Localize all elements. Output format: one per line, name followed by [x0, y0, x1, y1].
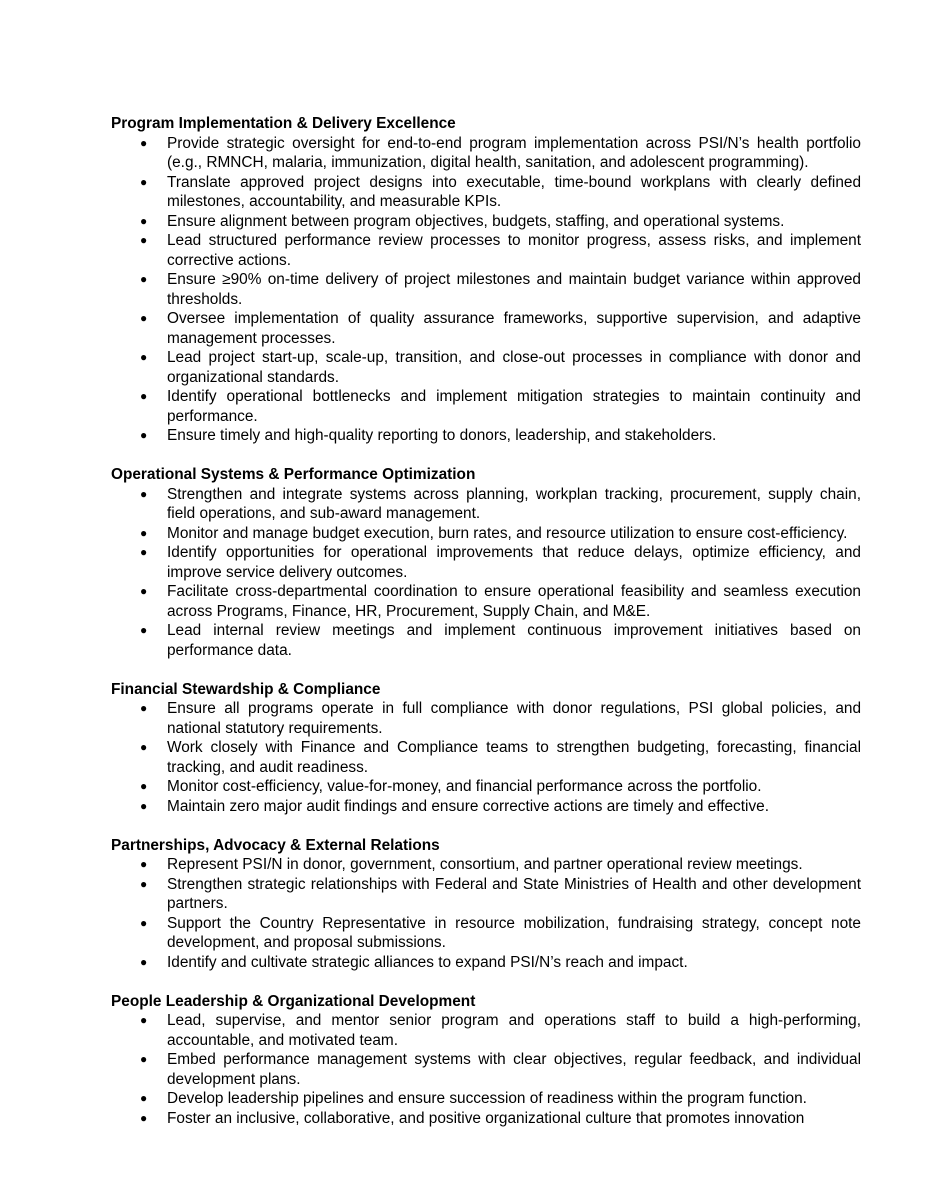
section-title: Operational Systems & Performance Optimization — [111, 466, 476, 483]
bullet-icon: ● — [140, 1091, 148, 1105]
list-item-text: Work closely with Finance and Compliance teams to strengthen budgeting, forecasting, financial tracking, and audit readiness. — [167, 739, 861, 776]
list-item-text: Strengthen and integrate systems across planning, workplan tracking, procurement, supply chain, field operations, and sub-award management. — [167, 485, 861, 522]
section-title: Partnerships, Advocacy & External Relations — [111, 836, 440, 854]
list-item-text: Identify operational bottlenecks and implement mitigation strategies to maintain continuity and performance. — [167, 388, 861, 425]
list-item — [111, 173, 861, 212]
list-item — [111, 738, 861, 777]
bullet-icon: ● — [140, 233, 148, 247]
list-item-text: Support the Country Representative in resource mobilization, fundraising strategy, concept note development, and proposal submissions. — [167, 914, 861, 951]
section-financial-stewardship — [111, 680, 861, 817]
list-item — [111, 485, 861, 524]
list-item-text: Ensure ≥90% on-time delivery of project milestones and maintain budget variance within approved thresholds. — [167, 271, 861, 308]
document-page — [111, 114, 861, 1148]
bullet-icon: ● — [140, 545, 148, 559]
bullet-icon: ● — [140, 428, 148, 442]
list-item-text: Foster an inclusive, collaborative, and positive organizational culture that promotes innovation — [167, 1109, 805, 1127]
bullet-icon: ● — [140, 350, 148, 364]
bullet-icon: ● — [140, 272, 148, 286]
list-item — [111, 212, 861, 232]
list-item-text: Identify and cultivate strategic alliances to expand PSI/N’s reach and impact. — [167, 953, 688, 971]
list-item-text: Lead structured performance review processes to monitor progress, assess risks, and implement corrective actions. — [167, 232, 861, 269]
bullet-icon: ● — [140, 876, 148, 891]
list-item-text: Monitor cost-efficiency, value-for-money, and financial performance across the portfolio. — [167, 778, 762, 795]
list-item — [111, 1089, 861, 1109]
list-item — [111, 855, 861, 875]
list-item-text: Develop leadership pipelines and ensure succession of readiness within the program function. — [167, 1090, 807, 1107]
list-item-text: Ensure timely and high-quality reporting to donors, leadership, and stakeholders. — [167, 427, 717, 444]
bullet-icon: ● — [140, 584, 148, 598]
list-item-text: Lead, supervise, and mentor senior program and operations staff to build a high-performing, accountable, and motivated team. — [167, 1012, 861, 1049]
bullet-icon: ● — [140, 623, 148, 637]
list-item — [111, 1050, 861, 1089]
list-item — [111, 348, 861, 387]
bullet-icon: ● — [140, 798, 148, 813]
bullet-icon: ● — [140, 954, 148, 969]
list-item — [111, 777, 861, 797]
list-item — [111, 1011, 861, 1050]
bullet-icon: ● — [140, 915, 148, 930]
bullet-list — [111, 1011, 861, 1128]
bullet-icon: ● — [140, 486, 148, 501]
section-title: Program Implementation & Delivery Excellence — [111, 115, 456, 132]
bullet-icon: ● — [140, 213, 148, 228]
bullet-icon: ● — [140, 701, 148, 715]
list-item-text: Maintain zero major audit findings and ensure corrective actions are timely and effective. — [167, 797, 769, 815]
list-item-text: Monitor and manage budget execution, burn rates, and resource utilization to ensure cost-efficiency. — [167, 524, 848, 542]
list-item — [111, 231, 861, 270]
list-item-text: Ensure alignment between program objectives, budgets, staffing, and operational systems. — [167, 212, 785, 230]
list-item-text: Embed performance management systems with clear objectives, regular feedback, and individual development plans. — [167, 1051, 861, 1088]
list-item-text: Oversee implementation of quality assurance frameworks, supportive supervision, and adaptive management processes. — [167, 310, 861, 347]
bullet-icon: ● — [140, 740, 148, 754]
list-item — [111, 621, 861, 660]
list-item — [111, 914, 861, 953]
list-item — [111, 524, 861, 544]
list-item-text: Provide strategic oversight for end-to-end program implementation across PSI/N’s health portfolio (e.g., RMNCH, malaria, immunization, digital health, sanitation, and adolescent programming). — [167, 134, 861, 171]
list-item-text: Lead internal review meetings and implement continuous improvement initiatives based on performance data. — [167, 622, 861, 659]
section-partnerships — [111, 836, 861, 973]
bullet-icon: ● — [140, 1052, 148, 1066]
section-operational-systems — [111, 465, 861, 660]
bullet-list — [111, 134, 861, 446]
bullet-icon: ● — [140, 1110, 148, 1125]
list-item — [111, 543, 861, 582]
bullet-icon: ● — [140, 389, 148, 403]
list-item-text: Lead project start-up, scale-up, transition, and close-out processes in compliance with donor and organizational standards. — [167, 349, 861, 386]
bullet-icon: ● — [140, 857, 148, 871]
list-item-text: Translate approved project designs into executable, time-bound workplans with clearly defined milestones, accountability, and measurable KPIs. — [167, 173, 861, 210]
list-item — [111, 309, 861, 348]
bullet-list — [111, 855, 861, 972]
list-item-text: Ensure all programs operate in full compliance with donor regulations, PSI global policies, and national statutory requirements. — [167, 700, 861, 737]
list-item — [111, 953, 861, 973]
list-item — [111, 1109, 861, 1129]
list-item-text: Facilitate cross-departmental coordination to ensure operational feasibility and seamless execution across Programs, Finance, HR, Procurement, Supply Chain, and M&E. — [167, 583, 861, 620]
bullet-list — [111, 699, 861, 816]
list-item-text: Represent PSI/N in donor, government, consortium, and partner operational review meetings. — [167, 856, 803, 873]
list-item-text: Strengthen strategic relationships with Federal and State Ministries of Health and other development partners. — [167, 875, 861, 912]
list-item-text: Identify opportunities for operational improvements that reduce delays, optimize efficiency, and improve service delivery outcomes. — [167, 544, 861, 581]
bullet-icon: ● — [140, 525, 148, 540]
list-item — [111, 426, 861, 446]
section-program-implementation — [111, 114, 861, 446]
section-title: Financial Stewardship & Compliance — [111, 680, 381, 698]
bullet-icon: ● — [140, 1013, 148, 1027]
section-people-leadership — [111, 992, 861, 1129]
list-item — [111, 387, 861, 426]
bullet-icon: ● — [140, 779, 148, 793]
bullet-icon: ● — [140, 174, 148, 189]
list-item — [111, 270, 861, 309]
list-item — [111, 699, 861, 738]
bullet-icon: ● — [140, 135, 148, 150]
list-item — [111, 875, 861, 914]
bullet-list — [111, 485, 861, 661]
list-item — [111, 134, 861, 173]
list-item — [111, 797, 861, 817]
list-item — [111, 582, 861, 621]
section-title: People Leadership & Organizational Development — [111, 992, 476, 1010]
bullet-icon: ● — [140, 311, 148, 325]
